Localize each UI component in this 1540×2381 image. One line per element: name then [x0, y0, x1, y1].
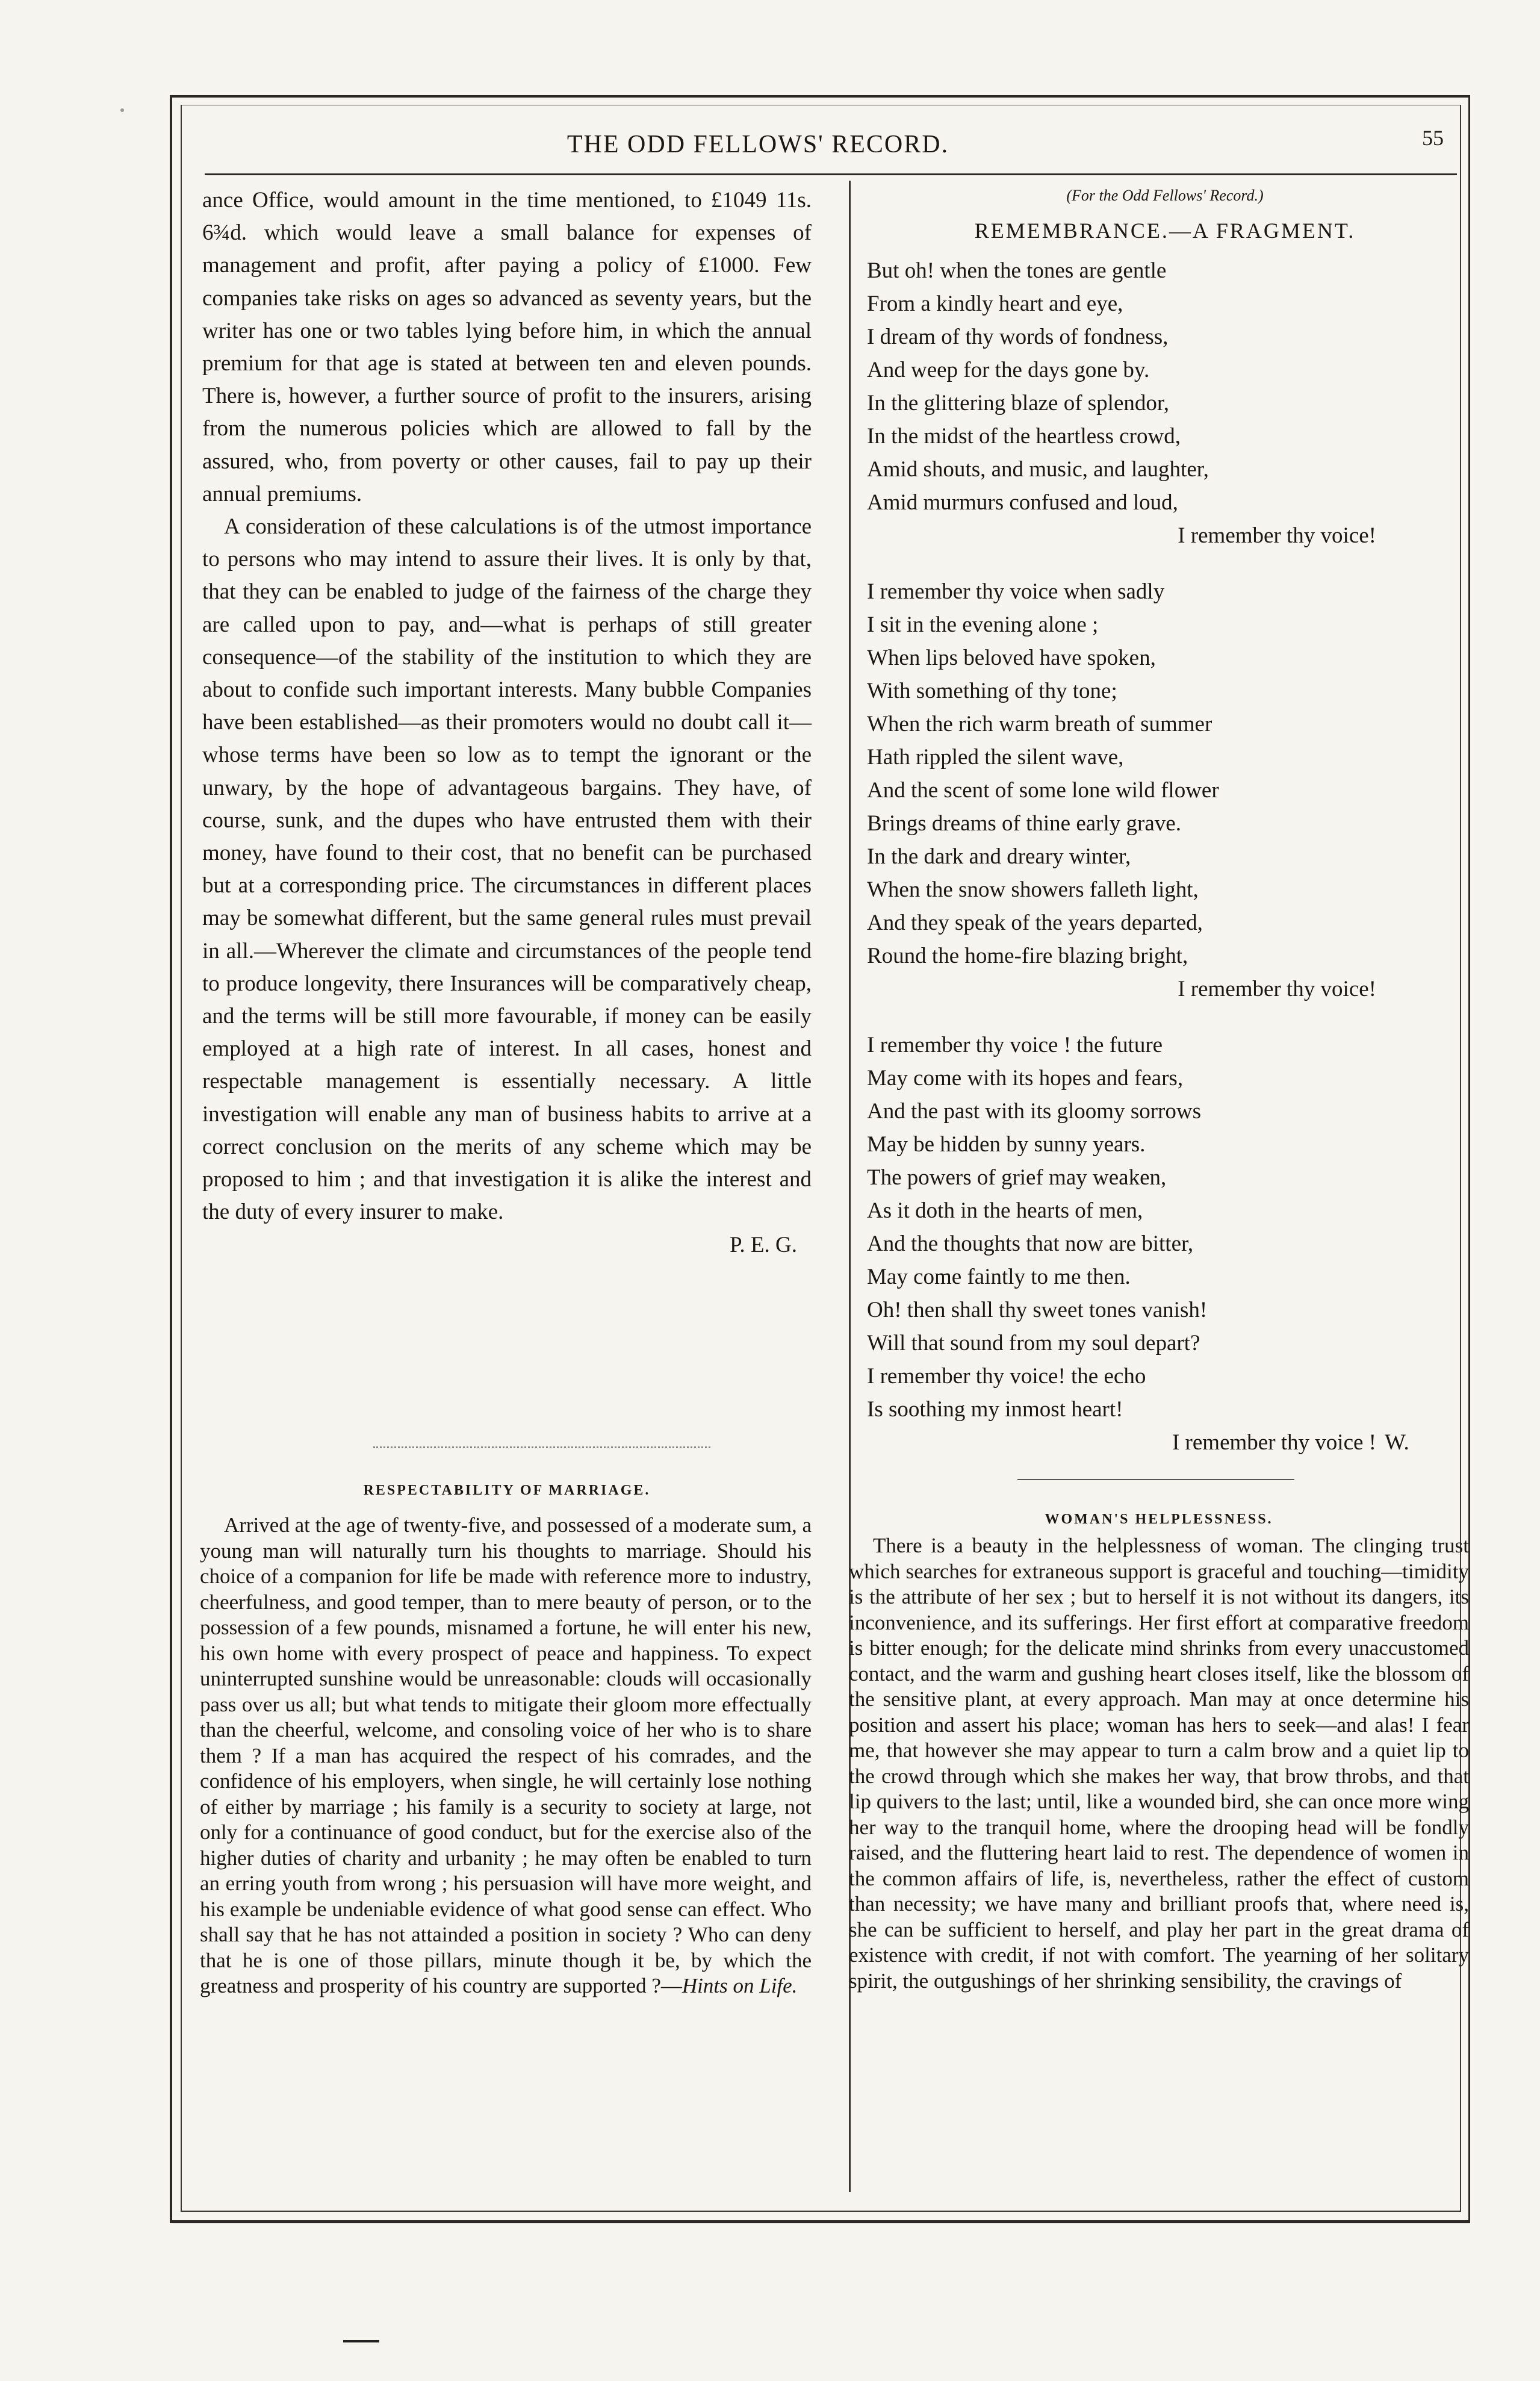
poem-line: Hath rippled the silent wave, [867, 745, 1124, 770]
helplessness-essay-heading: WOMAN'S HELPLESSNESS. [1045, 1511, 1273, 1527]
poem-line: When the rich warm breath of summer [867, 712, 1212, 736]
poem-line: And the past with its gloomy sorrows [867, 1099, 1201, 1124]
article-paragraph: A consideration of these calculations is of the utmost importance to persons who may intend to assure their lives. It is only by that, that they can be enabled to judge of the fairness of the charge they are called upon to pay, and—what is perhaps of still greater consequence—of the stability of the institution to which they are about to confide such important interests. Many bubble Companies have been established—as their promoters would no doubt call it—whose terms have been so low as to tempt the ignorant or the unwary, by the hope of advantageous bargains. They have, of course, sunk, and the dupes who have entrusted them with their money, have found to their cost, that no benefit can be purchased but at a corresponding price. The circumstances in different places may be somewhat different, but the same general rules must prevail in all.—Wherever the climate and circumstances of the people tend to produce longevity, there Insurances will be comparatively cheap, and the terms will be still more favourable, if money can be easily employed at a high rate of interest. In all cases, honest and respectable management is essentially necessary. A little investigation will enable any man of business habits to arrive at a correct conclusion on the merits of any scheme which may be proposed to him ; and that investigation it is alike the interest and the duty of every insurer to make. [202, 514, 812, 1225]
left-article [202, 184, 812, 1262]
poem-refrain: I remember thy voice ! [1172, 1430, 1376, 1455]
poem-signature: W. [1385, 1430, 1409, 1455]
poem-line: Amid shouts, and music, and laughter, [867, 457, 1209, 482]
article-paragraph: ance Office, would amount in the time mentioned, to £1049 11s. 6¾d. which would leave a small balance for expenses of management and profit, after paying a policy of £1000. Few companies take risks on ages so advanced as seventy years, but the writer has one or two tables lying before him, in which the annual premium for that age is stated at between ten and eleven pounds. There is, however, a further source of profit to the insurers, arising from the numerous policies which are allowed to fall by the assured, who, from poverty or other causes, fail to pay up their annual premiums. [202, 188, 812, 506]
poem-refrain: I remember thy voice! [1178, 523, 1376, 548]
poem-line: I remember thy voice when sadly [867, 579, 1165, 604]
running-head-title: THE ODD FELLOWS' RECORD. [567, 131, 949, 158]
poem-line: Amid murmurs confused and loud, [867, 490, 1178, 515]
poem-line: Round the home-fire blazing bright, [867, 944, 1188, 968]
poem-line: May come faintly to me then. [867, 1265, 1131, 1289]
article-signature: P. E. G. [729, 1232, 797, 1257]
poem-attribution-note: (For the Odd Fellows' Record.) [1066, 187, 1264, 204]
poem-line: In the midst of the heartless crowd, [867, 424, 1181, 449]
section-divider-wavy [373, 1442, 710, 1448]
poem-line: In the glittering blaze of splendor, [867, 391, 1169, 416]
stray-dash-mark [343, 2340, 379, 2342]
poem-line: And weep for the days gone by. [867, 358, 1150, 382]
header-rule [205, 173, 1457, 175]
poem-line: I remember thy voice ! the future [867, 1033, 1163, 1057]
poem-line: May come with its hopes and fears, [867, 1066, 1184, 1091]
poem-title: REMEMBRANCE.—A FRAGMENT. [974, 219, 1356, 243]
page-number: 55 [1422, 126, 1444, 150]
poem-line: I sit in the evening alone ; [867, 612, 1099, 637]
poem-line: And the thoughts that now are bitter, [867, 1231, 1194, 1256]
poem-line: The powers of grief may weaken, [867, 1165, 1167, 1190]
poem-stanza [867, 575, 1385, 1006]
poem-stanza [867, 1029, 1385, 1459]
marriage-essay-heading: RESPECTABILITY OF MARRIAGE. [363, 1483, 651, 1498]
poem-line: In the dark and dreary winter, [867, 844, 1131, 869]
poem-line: I dream of thy words of fondness, [867, 325, 1169, 349]
poem-line: Is soothing my inmost heart! [867, 1397, 1123, 1422]
marriage-essay [200, 1513, 812, 1999]
poem-line: And the scent of some lone wild flower [867, 778, 1219, 803]
section-divider-rule [1017, 1479, 1294, 1480]
marriage-essay-body: Arrived at the age of twenty-five, and possessed of a moderate sum, a young man will naturally turn his thoughts to marriage. Should his choice of a companion for life be made with reference more to industry, cheerfulness, and good temper, than to mere beauty of person, or to the possession of a few pounds, misnamed a fortune, he will enter his new, his own home with every prospect of peace and happiness. To expect uninterrupted sunshine would be unreasonable: clouds will occasionally pass over us all; but what tends to mitigate their gloom more effectually than the cheerful, welcome, and consoling voice of her who is to share them ? If a man has acquired the respect of his comrades, and the confidence of his employers, when single, he will certainly lose nothing of either by marriage ; his family is a security to society at large, not only for a continuance of good conduct, but for the exercise also of the higher duties of charity and urbanity ; he may often be enabled to turn an erring youth from wrong ; his persuasion will have more weight, and his example be undeniable evidence of what good sense can effect. Who shall say that he has not attainded a position in society ? Who can deny that he is one of those pillars, minute though it be, by which the greatness and prosperity of his country are supported ?— [200, 1513, 812, 1997]
poem-line: May be hidden by sunny years. [867, 1132, 1146, 1157]
poem-line: When the snow showers falleth light, [867, 877, 1199, 902]
poem-line: When lips beloved have spoken, [867, 646, 1156, 670]
poem-line: From a kindly heart and eye, [867, 291, 1123, 316]
poem-line: With something of thy tone; [867, 679, 1117, 703]
helplessness-essay-body: There is a beauty in the helplessness of woman. The clinging trust which searches for extraneous support is graceful and touching—timidity is the attribute of her sex ; but to herself it is not without its dangers, its inconvenience, and its sufferings. Her first effort at comparative freedom is bitter enough; for the delicate mind shrinks from every unaccustomed contact, and the warm and gushing heart closes itself, like the blossom of the sensitive plant, at every approach. Man may at once determine his position and assert his place; woman has hers to seek—and alas! I fear me, that however she may appear to turn a calm brow and a quiet lip to the crowd through which she makes her way, that brow throbs, and that lip quivers to the last; until, like a wounded bird, she can once more wing her way to the tranquil home, where the drooping head will be fondly raised, and the fluttering heart laid to rest. The dependence of women in the common affairs of life, is, nevertheless, rather the effect of custom than necessity; we have many and brilliant proofs that, where need is, she can be sufficient to herself, and play her part in the great drama of existence with credit, if not with comfort. The yearning of her solitary spirit, the outgushings of her shrinking sensibility, the cravings of [849, 1534, 1469, 1993]
poem-line: And they speak of the years departed, [867, 910, 1203, 935]
poem-line: As it doth in the hearts of men, [867, 1198, 1143, 1223]
poem-line: But oh! when the tones are gentle [867, 258, 1167, 283]
poem-line: Will that sound from my soul depart? [867, 1331, 1200, 1355]
poem-line: Brings dreams of thine early grave. [867, 811, 1181, 836]
poem-line: Oh! then shall thy sweet tones vanish! [867, 1298, 1208, 1322]
poem-line: I remember thy voice! the echo [867, 1364, 1146, 1389]
speck-mark [120, 108, 124, 112]
marriage-essay-source: Hints on Life. [682, 1974, 798, 1997]
poem-refrain: I remember thy voice! [1178, 977, 1376, 1001]
poem-body [867, 254, 1385, 1482]
helplessness-essay [849, 1533, 1469, 1994]
poem-stanza [867, 254, 1385, 552]
